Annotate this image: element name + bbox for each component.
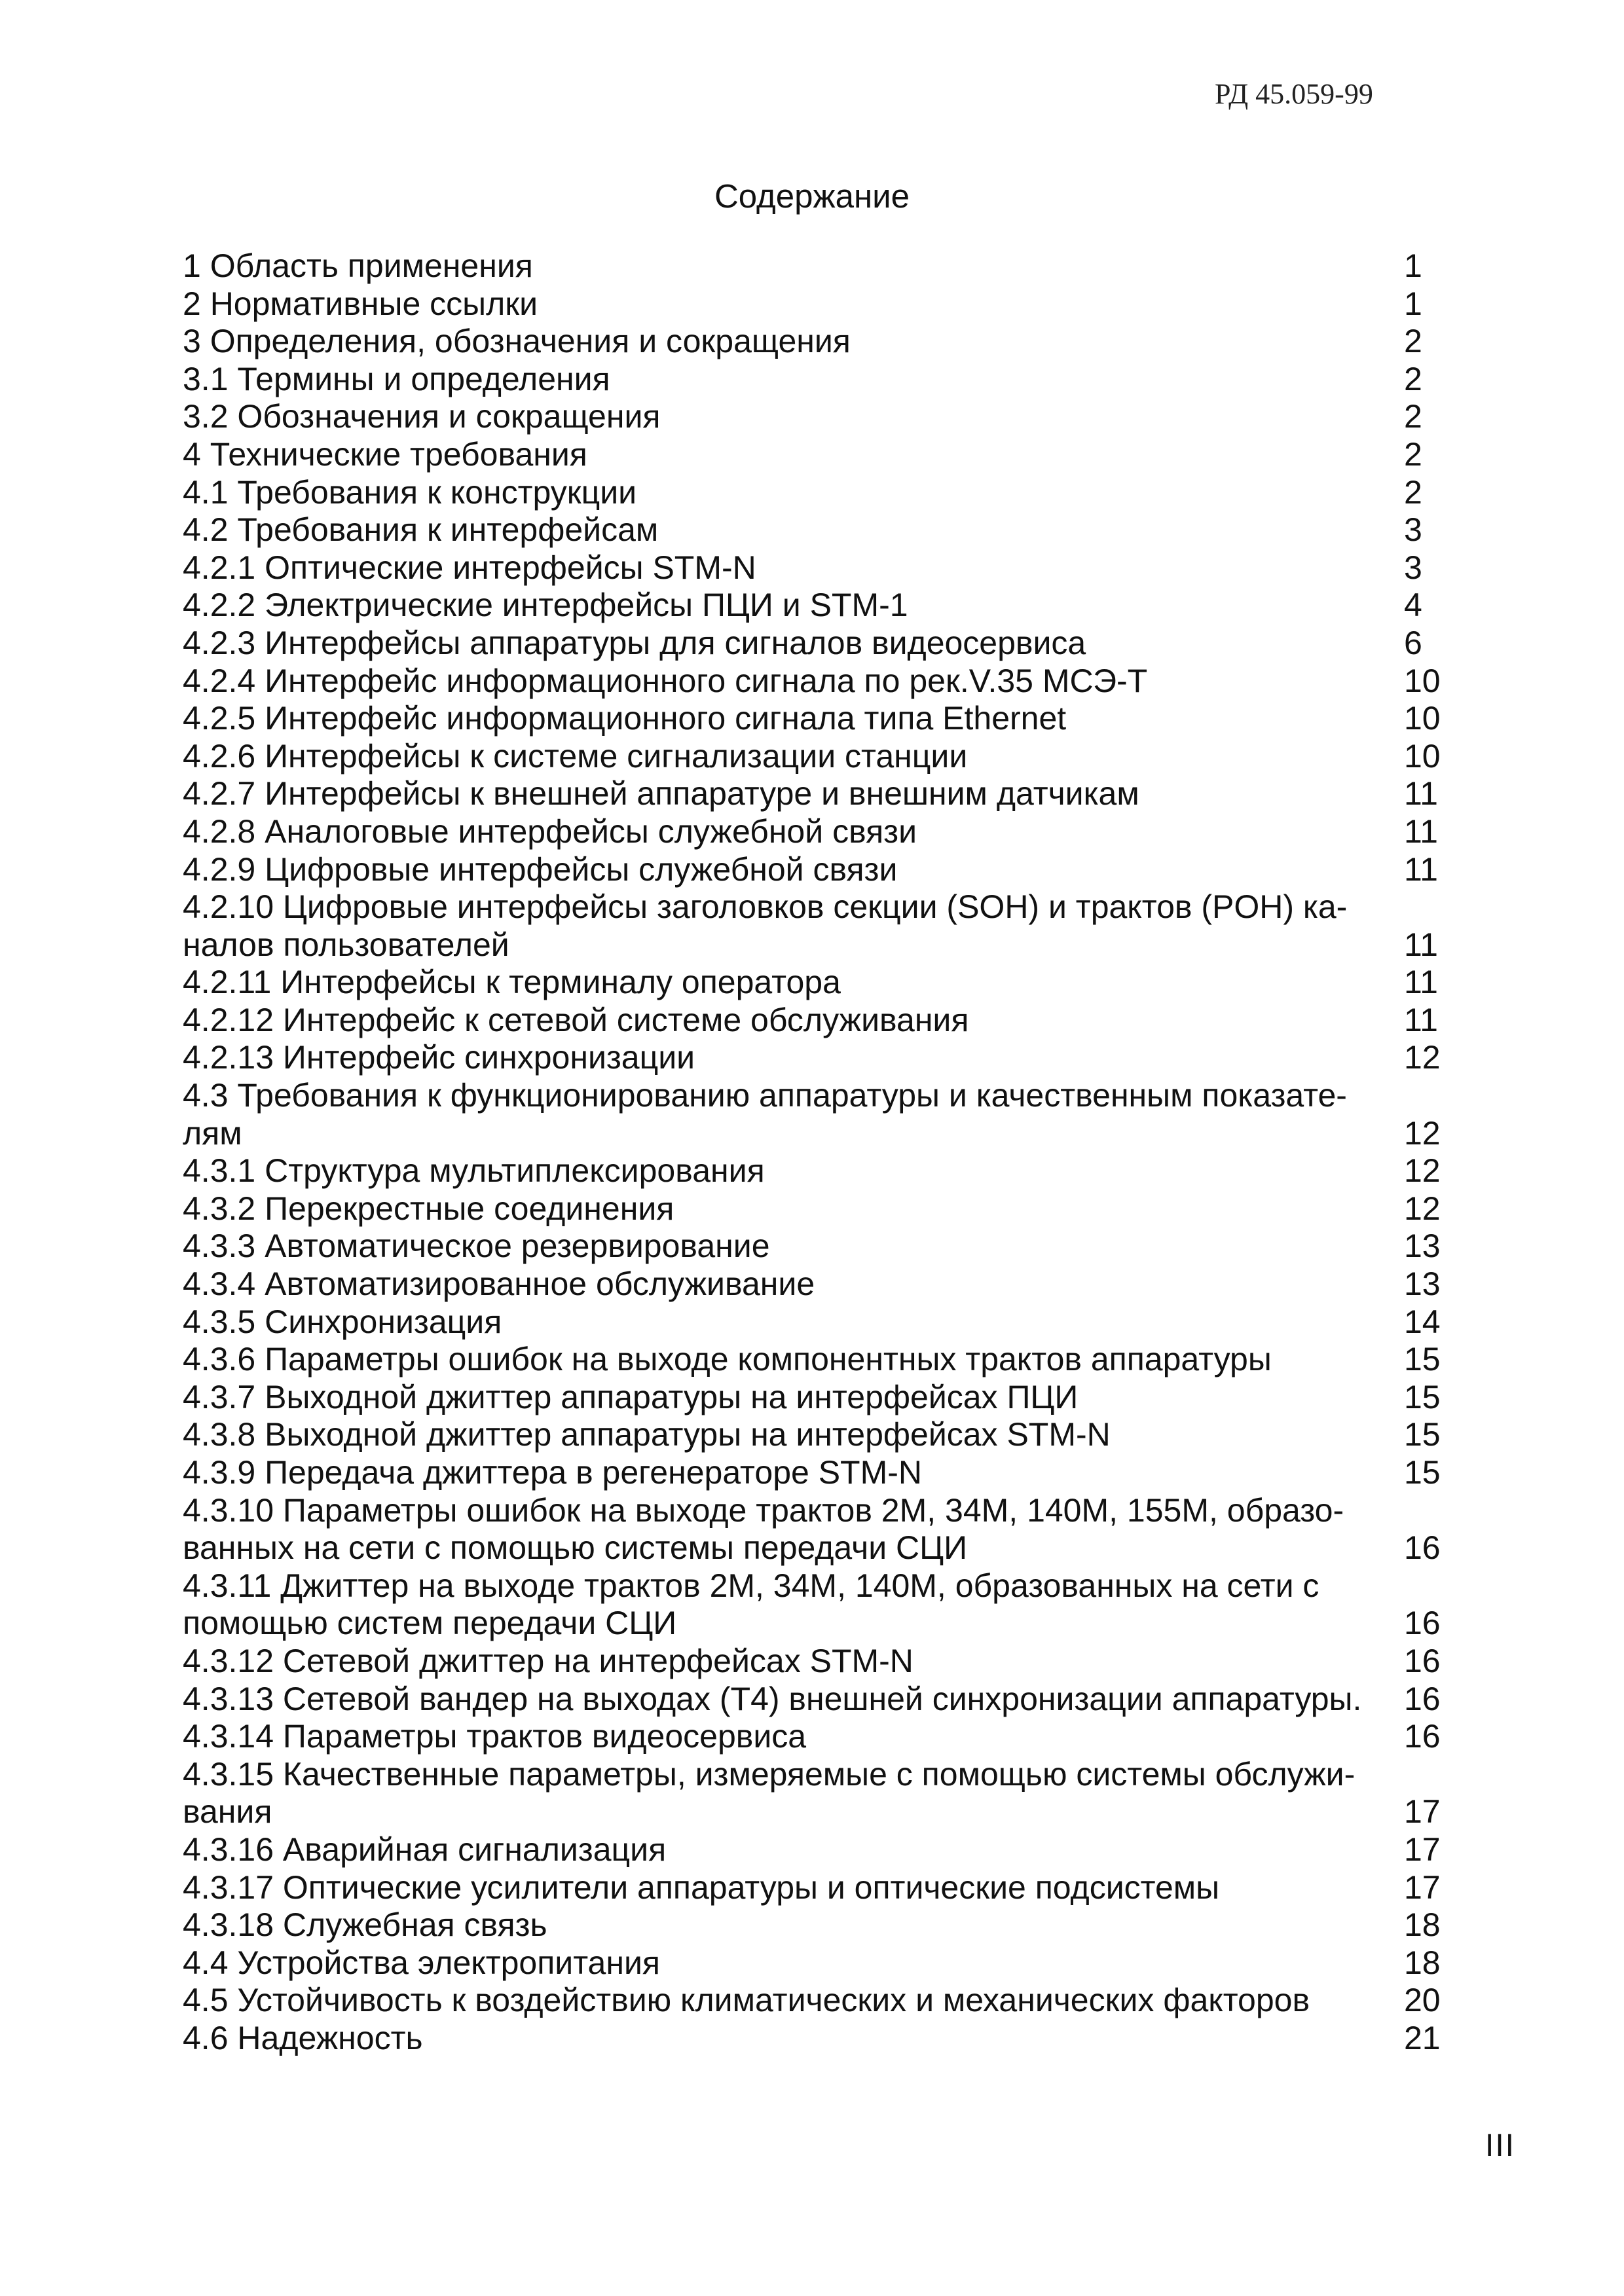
toc-entry-page: 15 bbox=[1404, 1416, 1441, 1453]
toc-entry bbox=[183, 1831, 1456, 1869]
toc-entry-title: 3 Определения, обозначения и сокращения bbox=[183, 323, 855, 359]
toc-entry-title: 4.2.4 Интерфейс информационного сигнала по рек.V.35 МСЭ-Т bbox=[183, 663, 1151, 699]
toc-entry bbox=[183, 964, 1456, 1002]
toc-entry-title: 4.3.17 Оптические усилители аппаратуры и оптические подсистемы bbox=[183, 1869, 1223, 1906]
toc-entry-page: 11 bbox=[1404, 812, 1438, 850]
toc-entry bbox=[183, 1944, 1456, 1982]
toc-entry-title: 4.2.1 Оптические интерфейсы STM-N bbox=[183, 549, 760, 586]
toc-entry-page: 2 bbox=[1404, 398, 1422, 435]
toc-entry bbox=[183, 587, 1456, 625]
toc-entry-title: 4.2.11 Интерфейсы к терминалу оператора bbox=[183, 964, 845, 1000]
toc-entry-page: 12 bbox=[1404, 1152, 1441, 1190]
page-title: Содержание bbox=[714, 177, 910, 215]
toc-entry bbox=[183, 436, 1456, 474]
toc-entry-title: вания bbox=[183, 1793, 276, 1830]
toc-entry bbox=[183, 738, 1456, 776]
toc-entry-page: 3 bbox=[1404, 549, 1422, 586]
toc-entry-title: 4.3.15 Качественные параметры, измеряемые с помощью системы обслужи- bbox=[183, 1756, 1359, 1793]
toc-entry-page: 13 bbox=[1404, 1266, 1441, 1303]
toc-entry-page: 15 bbox=[1404, 1378, 1441, 1415]
toc-entry bbox=[183, 813, 1456, 851]
toc-entry-title: налов пользователей bbox=[183, 926, 513, 963]
toc-entry bbox=[183, 511, 1456, 549]
toc-entry-title: 4.3.16 Аварийная сигнализация bbox=[183, 1831, 670, 1868]
toc-entry-title: 4.3.8 Выходной джиттер аппаратуры на интерфейсах STM-N bbox=[183, 1416, 1115, 1453]
toc-entry-title: помощью систем передачи СЦИ bbox=[183, 1605, 680, 1641]
toc-entry-page: 3 bbox=[1404, 511, 1422, 549]
toc-entry bbox=[183, 1002, 1456, 1040]
toc-entry bbox=[183, 1152, 1456, 1190]
toc-entry-page: 10 bbox=[1404, 662, 1441, 699]
toc-entry-title: 2 Нормативные ссылки bbox=[183, 285, 542, 322]
toc-entry bbox=[183, 1190, 1456, 1228]
toc-entry bbox=[183, 1756, 1456, 1794]
toc-entry bbox=[183, 888, 1456, 926]
toc-entry bbox=[183, 1718, 1456, 1756]
toc-entry-page: 11 bbox=[1404, 1001, 1438, 1038]
toc-entry-title: 4.3.12 Сетевой джиттер на интерфейсах STM-N bbox=[183, 1643, 917, 1679]
toc-entry-title: 4.3.11 Джиттер на выходе трактов 2М, 34М, 140М, образованных на сети с bbox=[183, 1567, 1323, 1604]
toc-entry-page: 18 bbox=[1404, 1944, 1441, 1981]
toc-entry bbox=[183, 926, 1456, 964]
toc-entry-title: 4.3.2 Перекрестные соединения bbox=[183, 1190, 678, 1227]
toc-entry-title: 4.1 Требования к конструкции bbox=[183, 474, 640, 511]
toc-entry bbox=[183, 625, 1456, 663]
page-number: III bbox=[1485, 2128, 1516, 2163]
toc-entry-page: 2 bbox=[1404, 360, 1422, 397]
toc-entry bbox=[183, 398, 1456, 436]
toc-entry-title: 4.3.13 Сетевой вандер на выходах (Т4) внешней синхронизации аппаратуры. bbox=[183, 1681, 1365, 1717]
toc-entry-page: 15 bbox=[1404, 1341, 1441, 1378]
toc-entry-title: 4.4 Устройства электропитания bbox=[183, 1944, 664, 1981]
toc-entry-page: 10 bbox=[1404, 737, 1441, 774]
table-of-contents bbox=[183, 247, 1456, 2058]
toc-entry-page: 1 bbox=[1404, 247, 1422, 284]
toc-entry-page: 11 bbox=[1404, 964, 1438, 1001]
toc-entry-title: 4.2.2 Электрические интерфейсы ПЦИ и STM-1 bbox=[183, 587, 912, 623]
toc-entry bbox=[183, 1077, 1456, 1115]
toc-entry-title: 4.2 Требования к интерфейсам bbox=[183, 511, 662, 548]
toc-entry-page: 11 bbox=[1404, 850, 1438, 888]
toc-entry bbox=[183, 1492, 1456, 1530]
toc-entry-title: 4.3.6 Параметры ошибок на выходе компонентных трактов аппаратуры bbox=[183, 1341, 1276, 1377]
toc-entry-title: 4.2.9 Цифровые интерфейсы служебной связи bbox=[183, 851, 901, 888]
toc-entry-title: 4.2.12 Интерфейс к сетевой системе обслуживания bbox=[183, 1002, 972, 1038]
toc-entry-page: 16 bbox=[1404, 1605, 1441, 1642]
toc-entry-page: 16 bbox=[1404, 1529, 1441, 1567]
toc-entry-title: 4.2.10 Цифровые интерфейсы заголовков секции (SOH) и трактов (POH) ка- bbox=[183, 888, 1351, 925]
toc-entry bbox=[183, 1681, 1456, 1719]
toc-entry bbox=[183, 1266, 1456, 1303]
toc-entry-title: 4.3.1 Структура мультиплексирования bbox=[183, 1152, 769, 1189]
toc-entry bbox=[183, 1341, 1456, 1379]
toc-entry-title: 4.3 Требования к функционированию аппаратуры и качественным показате- bbox=[183, 1077, 1351, 1114]
toc-entry-title: 3.1 Термины и определения bbox=[183, 361, 614, 397]
toc-entry bbox=[183, 1228, 1456, 1266]
toc-entry-title: 4.6 Надежность bbox=[183, 2020, 427, 2056]
toc-entry bbox=[183, 775, 1456, 813]
toc-entry bbox=[183, 663, 1456, 701]
toc-entry-page: 12 bbox=[1404, 1114, 1441, 1152]
toc-entry-page: 16 bbox=[1404, 1680, 1441, 1717]
toc-entry bbox=[183, 1416, 1456, 1454]
toc-entry bbox=[183, 323, 1456, 361]
toc-entry-page: 17 bbox=[1404, 1793, 1441, 1831]
toc-entry-page: 13 bbox=[1404, 1228, 1441, 1265]
toc-entry-title: 4 Технические требования bbox=[183, 436, 591, 473]
toc-entry-title: ванных на сети с помощью системы передачи СЦИ bbox=[183, 1529, 971, 1566]
toc-entry-page: 11 bbox=[1404, 775, 1438, 812]
toc-entry-page: 6 bbox=[1404, 624, 1422, 661]
toc-entry-title: 4.5 Устойчивость к воздействию климатических и механических факторов bbox=[183, 1982, 1314, 2018]
toc-entry-page: 14 bbox=[1404, 1303, 1441, 1340]
toc-entry bbox=[183, 2020, 1456, 2058]
toc-entry-title: 4.2.5 Интерфейс информационного сигнала типа Ethernet bbox=[183, 700, 1070, 737]
toc-entry bbox=[183, 1982, 1456, 2020]
toc-entry bbox=[183, 285, 1456, 323]
toc-entry-title: 4.3.14 Параметры трактов видеосервиса bbox=[183, 1718, 810, 1755]
toc-entry bbox=[183, 1454, 1456, 1492]
toc-entry bbox=[183, 549, 1456, 587]
toc-entry-title: лям bbox=[183, 1115, 246, 1152]
toc-entry bbox=[183, 1869, 1456, 1907]
toc-entry-page: 12 bbox=[1404, 1190, 1441, 1227]
toc-entry-title: 1 Область применения bbox=[183, 247, 537, 284]
toc-entry-page: 21 bbox=[1404, 2019, 1441, 2056]
toc-entry-title: 4.3.7 Выходной джиттер аппаратуры на интерфейсах ПЦИ bbox=[183, 1379, 1082, 1415]
toc-entry-page: 2 bbox=[1404, 473, 1422, 511]
toc-entry-page: 16 bbox=[1404, 1718, 1441, 1755]
toc-entry bbox=[183, 474, 1456, 512]
toc-entry bbox=[183, 1906, 1456, 1944]
toc-entry bbox=[183, 247, 1456, 285]
toc-entry-page: 4 bbox=[1404, 587, 1422, 624]
toc-entry-page: 15 bbox=[1404, 1454, 1441, 1491]
toc-entry bbox=[183, 1793, 1456, 1831]
toc-entry-title: 3.2 Обозначения и сокращения bbox=[183, 398, 664, 435]
toc-entry bbox=[183, 1115, 1456, 1153]
toc-entry-title: 4.3.3 Автоматическое резервирование bbox=[183, 1228, 774, 1264]
toc-entry bbox=[183, 700, 1456, 738]
toc-entry-page: 17 bbox=[1404, 1868, 1441, 1906]
toc-entry-page: 12 bbox=[1404, 1039, 1441, 1076]
toc-entry-title: 4.3.18 Служебная связь bbox=[183, 1906, 551, 1943]
toc-entry-title: 4.2.7 Интерфейсы к внешней аппаратуре и внешним датчикам bbox=[183, 775, 1143, 812]
toc-entry-title: 4.2.6 Интерфейсы к системе сигнализации станции bbox=[183, 738, 971, 774]
toc-entry-title: 4.3.4 Автоматизированное обслуживание bbox=[183, 1266, 819, 1302]
toc-entry-title: 4.3.5 Синхронизация bbox=[183, 1303, 506, 1340]
toc-entry-page: 18 bbox=[1404, 1906, 1441, 1944]
toc-entry-title: 4.3.9 Передача джиттера в регенераторе STM-N bbox=[183, 1454, 926, 1491]
toc-entry-title: 4.2.3 Интерфейсы аппаратуры для сигналов видеосервиса bbox=[183, 625, 1090, 661]
document-number: РД 45.059-99 bbox=[1215, 78, 1373, 110]
toc-entry bbox=[183, 361, 1456, 399]
toc-entry bbox=[183, 1379, 1456, 1417]
toc-entry-page: 2 bbox=[1404, 323, 1422, 360]
toc-entry-page: 1 bbox=[1404, 285, 1422, 322]
toc-entry-page: 10 bbox=[1404, 700, 1441, 737]
toc-entry-title: 4.3.10 Параметры ошибок на выходе трактов 2М, 34М, 140М, 155М, образо- bbox=[183, 1492, 1348, 1529]
toc-entry-page: 2 bbox=[1404, 435, 1422, 473]
toc-entry-page: 16 bbox=[1404, 1642, 1441, 1679]
toc-entry-title: 4.2.13 Интерфейс синхронизации bbox=[183, 1039, 699, 1076]
toc-entry-page: 17 bbox=[1404, 1831, 1441, 1868]
toc-entry bbox=[183, 1039, 1456, 1077]
toc-entry bbox=[183, 1605, 1456, 1643]
toc-entry-title: 4.2.8 Аналоговые интерфейсы служебной связи bbox=[183, 813, 921, 850]
toc-entry bbox=[183, 1303, 1456, 1341]
toc-entry-page: 11 bbox=[1404, 926, 1438, 963]
toc-entry bbox=[183, 1643, 1456, 1681]
toc-entry bbox=[183, 851, 1456, 889]
toc-entry bbox=[183, 1567, 1456, 1605]
toc-entry bbox=[183, 1529, 1456, 1567]
toc-entry-page: 20 bbox=[1404, 1982, 1441, 2019]
